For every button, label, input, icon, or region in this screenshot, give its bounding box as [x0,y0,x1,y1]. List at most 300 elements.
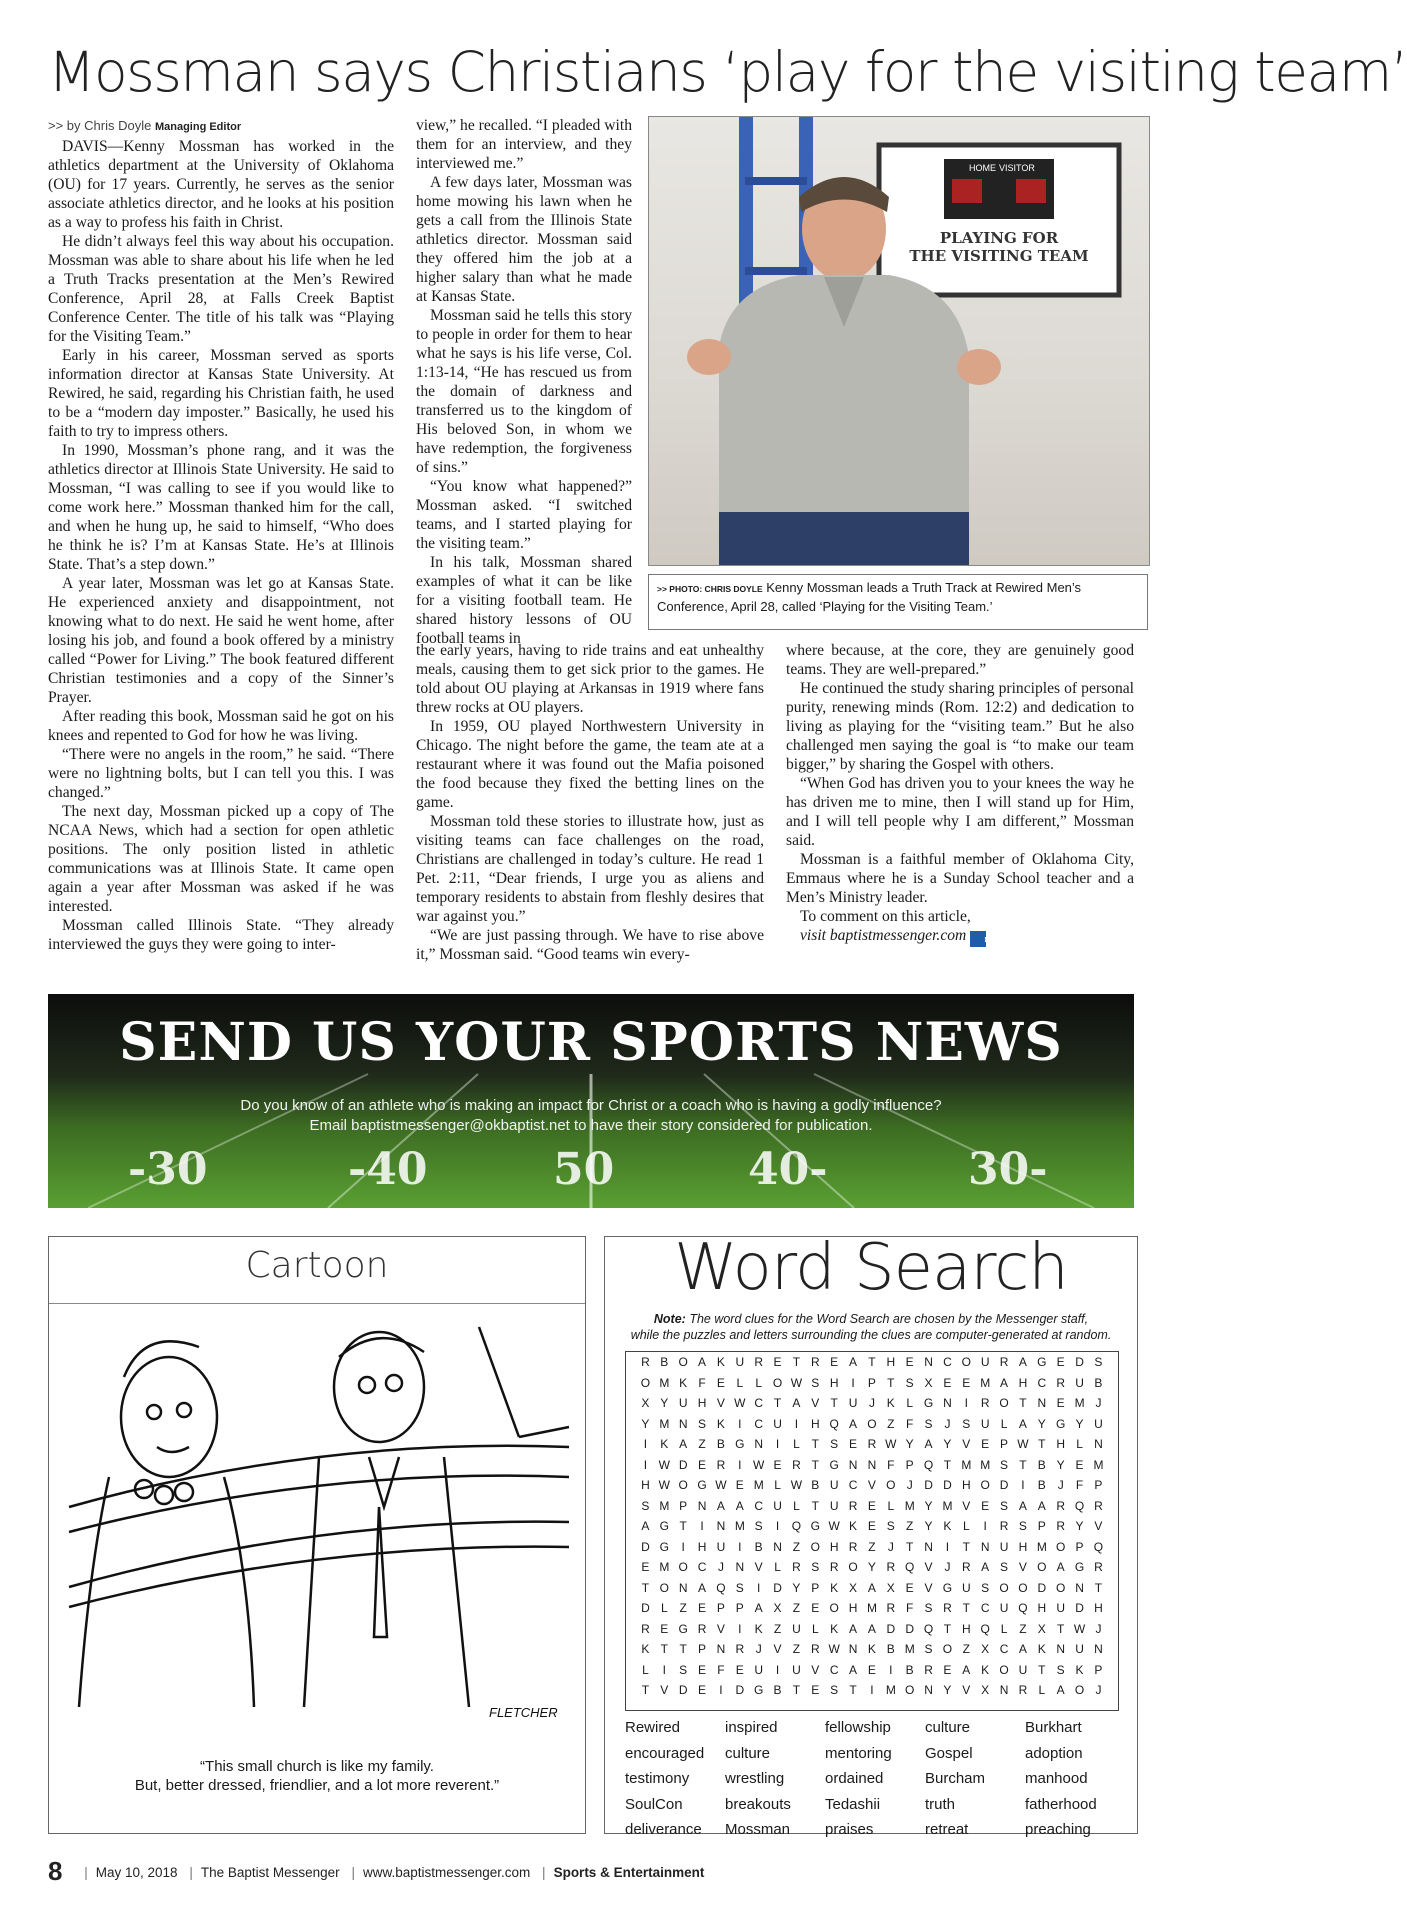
grid-letter: G [754,1683,764,1698]
grid-letter: D [773,1580,782,1595]
grid-letter: O [980,1478,990,1493]
grid-letter: U [999,1539,1009,1554]
word-list-item: praises [825,1821,874,1839]
grid-letter: P [811,1580,820,1595]
grid-letter: X [773,1601,782,1616]
grid-letter: O [1056,1539,1066,1554]
grid-letter: T [887,1375,895,1390]
grid-letter: L [660,1601,668,1616]
grid-letter: R [999,1519,1009,1534]
grid-letter: I [738,1416,742,1431]
grid-letter: I [964,1396,968,1411]
grid-letter: Y [905,1437,914,1452]
grid-letter: O [810,1539,820,1554]
grid-letter: Q [791,1519,802,1534]
grid-letter: H [1037,1601,1047,1616]
grid-letter: J [717,1560,724,1575]
divider [49,1303,585,1304]
grid-letter: G [659,1539,669,1554]
paragraph: He continued the study sharing principles of personal purity, renewing minds (Rom. 12:2) and dedication to living as playing for the “visiting team.” But he also challenged men saying the goal is “to make our team bigger,” by sharing the Gospel with others. [786,680,1134,773]
grid-letter: N [678,1580,688,1595]
grid-letter: W [658,1457,670,1472]
screen-title-line2: THE VISITING TEAM [909,247,1089,265]
grid-letter: A [924,1437,933,1452]
grid-letter: T [1038,1437,1046,1452]
grid-letter: T [679,1642,687,1657]
grid-letter: Z [698,1437,706,1452]
grid-letter: H [810,1416,820,1431]
word-list-item: adoption [1025,1744,1083,1762]
grid-letter: W [790,1375,803,1390]
grid-letter: T [1094,1580,1103,1595]
paragraph: where because, at the core, they are genuinely good teams. They are well-prepared.” [786,642,1134,678]
grid-letter: F [717,1662,725,1677]
photo-illustration [649,117,1149,565]
grid-letter: S [1000,1498,1009,1513]
grid-letter: K [867,1642,876,1657]
grid-letter: J [755,1642,762,1657]
grid-letter: W [1017,1437,1029,1452]
word-list-item: deliverance [625,1821,702,1839]
grid-letter: O [1018,1580,1028,1595]
grid-letter: X [1037,1621,1046,1636]
grid-letter: N [754,1437,764,1452]
grid-letter: X [981,1683,990,1698]
screen-title-line1: PLAYING FOR [939,229,1059,247]
grid-letter: U [848,1396,858,1411]
grid-letter: H [1094,1601,1103,1616]
grid-letter: S [905,1375,914,1390]
grid-row [626,1455,1118,1476]
cartoon-drawing [49,1307,585,1747]
grid-letter: F [906,1601,914,1616]
grid-letter: A [698,1580,707,1595]
grid-letter: E [830,1355,839,1370]
grid-letter: M [904,1498,915,1513]
grid-letter: L [642,1662,649,1677]
grid-row [626,1373,1118,1394]
grid-letter: I [775,1519,780,1534]
grid-letter: G [678,1621,688,1636]
grid-letter: S [1056,1662,1065,1677]
grid-letter: R [1056,1519,1066,1534]
grid-row [626,1639,1118,1660]
grid-letter: N [924,1539,933,1554]
grid-letter: J [1095,1621,1102,1636]
website-link[interactable]: www.baptistmessenger.com [362,1865,531,1880]
grid-letter: W [828,1642,840,1657]
grid-letter: B [716,1437,725,1452]
grid-letter: L [1000,1416,1008,1431]
grid-letter: B [1037,1457,1046,1472]
grid-letter: O [678,1560,688,1575]
grid-letter: C [980,1601,990,1616]
grid-letter: D [641,1539,650,1554]
grid-letter: H [829,1375,839,1390]
grid-letter: I [870,1683,874,1698]
grid-letter: J [1095,1683,1102,1698]
grid-letter: I [889,1662,893,1677]
publication-name: The Baptist Messenger [200,1865,340,1880]
word-list [625,1715,1125,1843]
grid-letter: K [886,1396,895,1411]
note-line-2: while the puzzles and letters surrounding the clues are computer-generated at random. [630,1328,1112,1342]
grid-letter: X [981,1642,990,1657]
photo-caption [648,574,1148,630]
grid-letter: P [679,1498,688,1513]
grid-letter: V [867,1478,876,1493]
word-list-item: SoulCon [625,1795,683,1813]
grid-letter: N [1094,1642,1103,1657]
grid-letter: D [905,1621,915,1636]
byline-author: >> by Chris Doyle [48,118,152,133]
grid-letter: Y [867,1560,876,1575]
grid-letter: O [772,1375,783,1390]
grid-letter: N [678,1416,688,1431]
grid-letter: A [1000,1375,1009,1390]
grid-letter: Q [1018,1601,1028,1616]
word-list-item: Rewired [625,1719,681,1737]
grid-letter: W [1073,1621,1086,1636]
grid-letter: V [1018,1560,1027,1575]
grid-letter: C [829,1662,839,1677]
grid-letter: D [641,1601,650,1616]
word-list-item: breakouts [725,1795,791,1813]
grid-letter: H [1018,1539,1028,1554]
grid-row [626,1680,1118,1701]
grid-letter: M [1093,1457,1104,1472]
grid-letter: V [716,1621,725,1636]
grid-letter: S [830,1683,839,1698]
grid-letter: K [641,1642,650,1657]
scoreboard-home: HOME [969,163,996,173]
grid-letter: A [754,1601,763,1616]
grid-letter: A [1037,1498,1046,1513]
grid-letter: R [810,1642,820,1657]
grid-letter: U [1075,1375,1084,1390]
grid-letter: A [867,1580,876,1595]
grid-letter: V [1094,1519,1103,1534]
paragraph: A few days later, Mossman was home mowing his lawn when he gets a call from the Illinois State athletics director. Mossman said they offered him the job at a higher salary than what he made at Kansas State. [416,174,632,305]
grid-letter: E [943,1662,952,1677]
grid-letter: H [641,1478,650,1493]
grid-letter: R [943,1601,952,1616]
grid-letter: Y [943,1437,952,1452]
grid-letter: I [662,1662,666,1677]
grid-letter: I [643,1437,648,1452]
grid-letter: O [886,1478,896,1493]
grid-letter: K [1037,1642,1046,1657]
comment-prompt: To comment on this article, [800,908,971,925]
grid-letter: Y [1037,1416,1046,1431]
grid-letter: B [1094,1375,1103,1390]
grid-letter: S [641,1498,650,1513]
grid-letter: V [811,1662,820,1677]
grid-letter: R [886,1560,896,1575]
grid-letter: E [867,1662,876,1677]
grid-letter: N [716,1519,726,1534]
grid-letter: W [734,1396,746,1411]
grid-letter: L [774,1560,781,1575]
grid-letter: J [944,1560,951,1575]
grid-letter: F [698,1375,706,1390]
grid-letter: R [792,1560,801,1575]
grid-letter: G [697,1478,707,1493]
grid-letter: I [983,1519,987,1534]
grid-letter: J [1095,1396,1102,1411]
grid-letter: U [1094,1416,1103,1431]
grid-letter: N [848,1457,858,1472]
grid-letter: H [961,1478,971,1493]
paragraph: “There were no angels in the room,” he said. “There were no lightning bolts, but I can tell you this. I was changed.” [48,746,394,801]
grid-letter: S [886,1519,895,1534]
grid-letter: S [698,1416,707,1431]
grid-letter: L [811,1621,819,1636]
grid-letter: S [1094,1355,1103,1370]
grid-letter: A [698,1355,707,1370]
grid-letter: E [867,1519,876,1534]
grid-letter: U [980,1355,990,1370]
grid-letter: Q [923,1457,934,1472]
grid-letter: V [754,1560,763,1575]
grid-letter: D [735,1683,745,1698]
grid-letter: T [1038,1662,1046,1677]
grid-letter: U [1056,1601,1066,1616]
grid-letter: U [678,1396,688,1411]
grid-letter: K [943,1519,952,1534]
grid-letter: S [811,1375,820,1390]
grid-letter: M [866,1601,877,1616]
grid-letter: G [1037,1355,1047,1370]
grid-letter: M [885,1683,896,1698]
grid-letter: I [738,1621,742,1636]
grid-letter: X [924,1375,933,1390]
grid-letter: M [659,1375,670,1390]
grid-letter: T [943,1621,952,1636]
grid-letter: D [1075,1601,1084,1616]
section-name: Sports & Entertainment [553,1865,705,1880]
grid-letter: N [848,1642,858,1657]
grid-letter: I [700,1519,704,1534]
grid-letter: M [659,1560,670,1575]
grid-letter: Q [905,1560,915,1575]
grid-letter: M [961,1457,972,1472]
grid-letter: V [924,1560,933,1575]
grid-letter: R [1018,1683,1028,1698]
grid-letter: R [1094,1498,1103,1513]
word-list-item: manhood [1025,1770,1088,1788]
grid-letter: N [735,1560,745,1575]
grid-letter: Y [924,1519,933,1534]
grid-letter: N [1056,1642,1066,1657]
grid-letter: S [1018,1519,1027,1534]
grid-letter: R [829,1560,839,1575]
grid-letter: C [848,1478,858,1493]
grid-row [626,1414,1118,1435]
grid-letter: B [905,1662,914,1677]
caption-text: Kenny Mossman leads a Truth Track at Rewired Men’s Conference, April 28, called ‘Playing for the Visiting Team.’ [657,580,1082,614]
paragraph: DAVIS—Kenny Mossman has worked in the athletics department at the University of Oklahoma (OU) for 17 years. Currently, he serves as the senior associate athletics director, and he looks at his position as a way to profess his faith in Christ. [48,138,394,231]
grid-letter: R [961,1560,971,1575]
word-list-item: testimony [625,1770,690,1788]
grid-letter: A [849,1416,858,1431]
grid-letter: D [943,1478,952,1493]
grid-letter: E [1075,1457,1084,1472]
grid-letter: M [904,1642,915,1657]
grid-letter: T [641,1580,650,1595]
grid-letter: G [942,1580,953,1595]
grid-letter: Z [906,1519,914,1534]
grid-letter: O [678,1355,688,1370]
messenger-logo-icon: m [970,931,986,947]
paragraph: Mossman said he tells this story to people in order for them to hear what he says is his life verse, Col. 1:13-14, “He has rescued us from the domain of darkness and transferred us to the kingdom of His beloved Son, in whom we have redemption, the forgiveness of sins.” [416,307,632,476]
grid-letter: W [828,1519,840,1534]
grid-letter: J [887,1539,894,1554]
paragraph: “We are just passing through. We have to rise above it,” Mossman said. “Good teams win every- [416,927,764,963]
grid-letter: J [1057,1478,1064,1493]
grid-letter: I [794,1416,799,1431]
grid-letter: E [867,1498,876,1513]
grid-letter: E [981,1498,990,1513]
word-list-item: Tedashii [825,1795,881,1813]
grid-letter: W [753,1457,765,1472]
grid-letter: T [1019,1396,1027,1411]
grid-letter: T [1057,1621,1065,1636]
paragraph: In 1959, OU played Northwestern University in Chicago. The night before the game, the team ate at a restaurant where it was found out the Mafia poisoned the food because they fixed the betting lines on the game. [416,718,764,811]
grid-letter: N [999,1683,1009,1698]
paragraph: Early in his career, Mossman served as sports information director at Kansas State University. At Rewired, he said, regarding his Christian faith, he used to be a “modern day imposter.” Basically, he used his faith to try to impress others. [48,347,394,440]
grid-letter: R [848,1498,858,1513]
grid-letter: L [793,1437,800,1452]
grid-letter: D [678,1457,688,1472]
grid-letter: Q [829,1416,839,1431]
grid-letter: L [1076,1437,1083,1452]
cartoon-title: Cartoon [245,1245,389,1286]
grid-letter: L [736,1375,744,1390]
grid-letter: T [868,1355,876,1370]
grid-letter: A [849,1355,858,1370]
grid-letter: A [867,1621,876,1636]
grid-letter: T [679,1519,687,1534]
grid-letter: N [1075,1580,1084,1595]
grid-letter: D [924,1478,933,1493]
grid-letter: N [924,1355,933,1370]
grid-letter: E [698,1601,707,1616]
grid-letter: Z [1019,1621,1027,1636]
grid-letter: E [773,1355,782,1370]
grid-letter: E [716,1375,725,1390]
grid-letter: U [1018,1662,1028,1677]
grid-letter: T [660,1642,668,1657]
grid-letter: H [1056,1437,1066,1452]
word-list-item: culture [925,1719,971,1737]
cartoonist-signature: FLETCHER [489,1705,558,1720]
grid-letter: B [773,1683,782,1698]
paragraph: Mossman is a faithful member of Oklahoma City, Emmaus where he is a Sunday School teacher and a Men’s Ministry leader. [786,851,1134,906]
word-list-item: Gospel [925,1744,973,1762]
grid-letter: E [735,1662,744,1677]
grid-letter: I [719,1683,723,1698]
grid-letter: P [1037,1519,1046,1534]
grid-letter: Z [962,1642,970,1657]
grid-letter: W [715,1478,727,1493]
grid-letter: O [659,1580,669,1595]
grid-letter: V [716,1396,725,1411]
grid-letter: E [905,1355,914,1370]
grid-letter: O [848,1560,858,1575]
grid-row [626,1516,1118,1537]
grid-letter: W [658,1478,670,1493]
grid-row [626,1393,1118,1414]
grid-letter: U [980,1416,990,1431]
grid-letter: U [792,1621,801,1636]
grid-letter: J [944,1416,951,1431]
grid-letter: W [885,1437,897,1452]
grid-letter: D [1037,1580,1047,1595]
grid-letter: T [773,1396,782,1411]
grid-row [626,1352,1118,1373]
cartoon-panel [48,1236,586,1834]
grid-letter: W [790,1478,803,1493]
grid-letter: K [716,1355,725,1370]
grid-letter: R [848,1539,858,1554]
grid-letter: P [698,1642,707,1657]
grid-letter: A [849,1621,858,1636]
paragraph: A year later, Mossman was let go at Kansas State. He experienced anxiety and disappointment, not knowing what to do next. He said he went home, after losing his job, and found a book offered by a ministry called “Power for Living.” The book featured different Christian testimonies and a copy of the Sinner’s Prayer. [48,575,394,706]
grid-letter: M [942,1498,953,1513]
grid-letter: G [829,1457,839,1472]
grid-letter: S [830,1437,839,1452]
grid-letter: V [924,1580,933,1595]
paragraph: the early years, having to ride trains and eat unhealthy meals, causing them to get sick prior to the games. He told about OU playing at Arkansas in 1919 where fans threw rocks at OU players. [416,642,764,716]
word-list-item: fatherhood [1025,1795,1097,1813]
grid-letter: Y [943,1683,952,1698]
grid-letter: H [886,1355,896,1370]
grid-letter: U [773,1498,782,1513]
page-number: 8 [48,1856,63,1886]
grid-letter: T [943,1457,952,1472]
grid-letter: I [775,1662,780,1677]
grid-letter: S [924,1416,933,1431]
grid-letter: U [999,1601,1009,1616]
word-search-title: Word Search [674,1231,1068,1305]
yard-number: 40- [748,1144,828,1195]
paragraph: He didn’t always feel this way about his occupation. Mossman was able to share about his life when he led a Truth Tracks presentation at the Men’s Rewired Conference, April 28, at Falls Creek Baptist Conference Center. The title of his talk was “Playing for the Visiting Team.” [48,233,394,345]
grid-letter: O [942,1642,953,1657]
word-list-item: mentoring [825,1744,892,1762]
grid-letter: B [754,1539,763,1554]
grid-letter: M [1074,1396,1085,1411]
grid-letter: V [962,1683,971,1698]
grid-letter: O [1074,1683,1085,1698]
yard-number: -40 [348,1144,428,1195]
grid-letter: S [1000,1560,1009,1575]
comment-link[interactable]: visit baptistmessenger.com [800,927,967,944]
grid-letter: M [1036,1539,1047,1554]
grid-letter: O [829,1601,839,1616]
grid-letter: L [774,1478,781,1493]
grid-letter: M [659,1498,670,1513]
grid-letter: U [829,1498,839,1513]
grid-letter: P [735,1601,744,1616]
grid-row [626,1660,1118,1681]
grid-letter: S [1000,1457,1009,1472]
grid-letter: U [754,1662,764,1677]
grid-letter: L [1038,1683,1046,1698]
grid-letter: R [754,1355,764,1370]
grid-letter: U [735,1355,745,1370]
grid-letter: L [887,1498,895,1513]
